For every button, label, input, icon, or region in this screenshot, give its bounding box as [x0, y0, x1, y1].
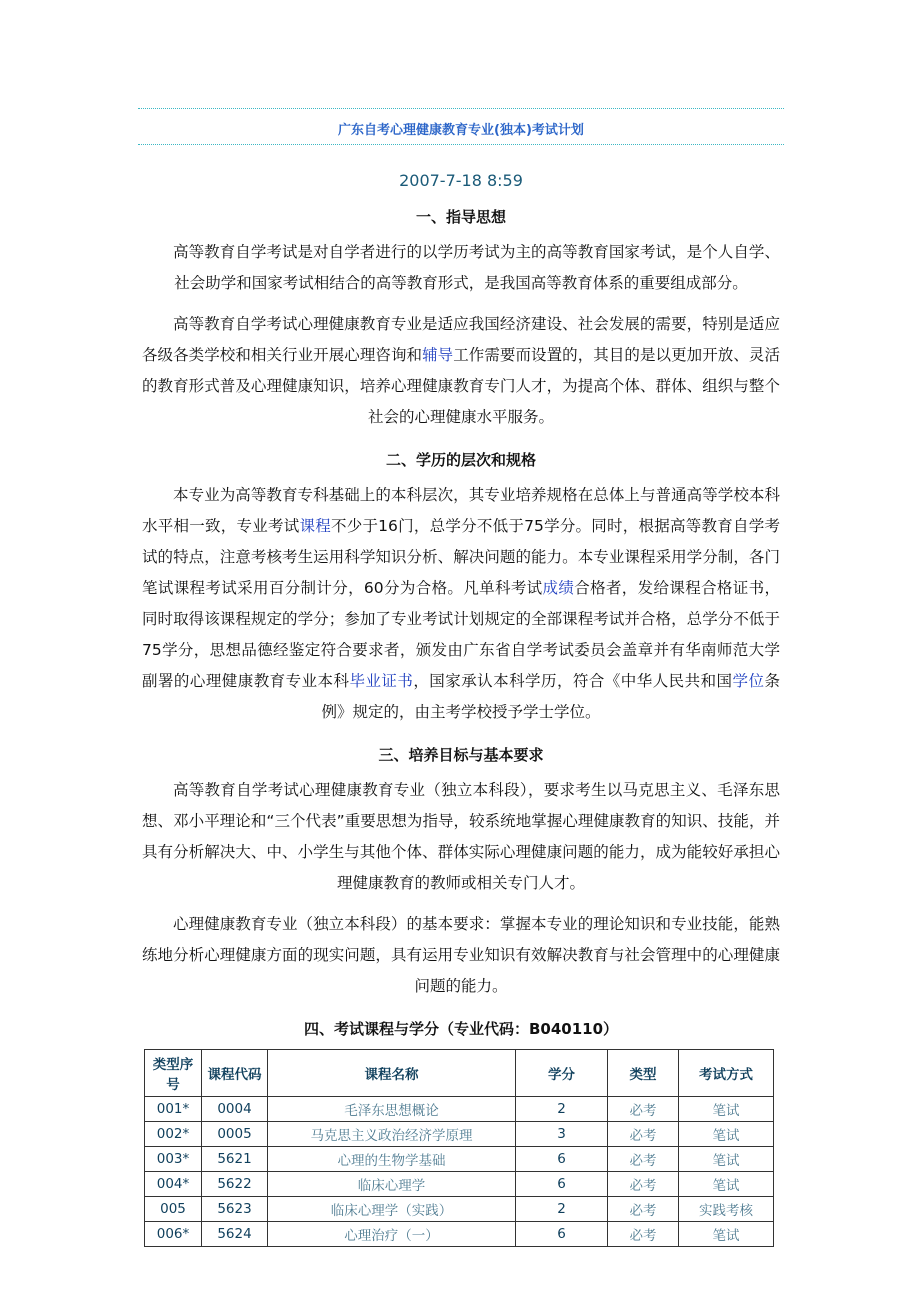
course-table [144, 1049, 774, 1247]
header-exam-method: 考试方式 [679, 1050, 774, 1097]
header-name: 课程名称 [268, 1050, 516, 1097]
cell-credits: 2 [516, 1197, 608, 1222]
publish-date: 2007-7-18 8:59 [399, 171, 523, 190]
cell-exam-method: 实践考核 [679, 1197, 774, 1222]
link-score[interactable]: 成绩 [542, 579, 575, 597]
table-row [145, 1122, 774, 1147]
paragraph: 心理健康教育专业（独立本科段）的基本要求：掌握本专业的理论知识和专业技能，能熟练地分析心理健康方面的现实问题，具有运用专业知识有效解决教育与社会管理中的心理健康问题的能力。 [142, 915, 780, 995]
cell-name: 马克思主义政治经济学原理 [268, 1122, 516, 1147]
link-degree[interactable]: 学位 [732, 672, 765, 690]
title-divider [138, 144, 784, 145]
cell-type: 必考 [608, 1097, 679, 1122]
article-title: 广东自考心理健康教育专业(独本)考试计划 [338, 123, 584, 138]
cell-name: 临床心理学 [268, 1172, 516, 1197]
cell-credits: 6 [516, 1147, 608, 1172]
paragraph: 高等教育自学考试是对自学者进行的以学历考试为主的高等教育国家考试，是个人自学、社会助学和国家考试相结合的高等教育形式，是我国高等教育体系的重要组成部分。 [173, 243, 780, 292]
cell-exam-method: 笔试 [679, 1147, 774, 1172]
cell-exam-method: 笔试 [679, 1222, 774, 1247]
table-row [145, 1197, 774, 1222]
cell-name: 心理的生物学基础 [268, 1147, 516, 1172]
cell-exam-method: 笔试 [679, 1122, 774, 1147]
link-diploma[interactable]: 毕业证书 [349, 672, 414, 690]
cell-code: 0004 [202, 1097, 268, 1122]
cell-type-no: 001* [145, 1097, 202, 1122]
header-type-no: 类型序号 [145, 1050, 202, 1097]
cell-code: 5621 [202, 1147, 268, 1172]
section-heading-goals: 三、培养目标与基本要求 [378, 746, 544, 764]
cell-type: 必考 [608, 1222, 679, 1247]
cell-type-no: 003* [145, 1147, 202, 1172]
cell-code: 5622 [202, 1172, 268, 1197]
section-heading-courses: 四、考试课程与学分（专业代码：B040110） [303, 1020, 619, 1038]
cell-type-no: 004* [145, 1172, 202, 1197]
cell-type: 必考 [608, 1197, 679, 1222]
paragraph: 高等教育自学考试心理健康教育专业是适应我国经济建设、社会发展的需要，特别是适应各级各类学校和相关行业开展心理咨询和辅导工作需要而设置的，其目的是以更加开放、灵活的教育形式普及心理健康知识，培养心理健康教育专门人才，为提高个体、群体、组织与整个社会的心理健康水平服务。 [142, 315, 780, 426]
cell-type-no: 002* [145, 1122, 202, 1147]
cell-code: 5623 [202, 1197, 268, 1222]
cell-code: 5624 [202, 1222, 268, 1247]
table-header-row [145, 1050, 774, 1097]
table-row [145, 1097, 774, 1122]
table-row [145, 1222, 774, 1247]
cell-credits: 2 [516, 1097, 608, 1122]
header-type: 类型 [608, 1050, 679, 1097]
section-heading-level: 二、学历的层次和规格 [385, 451, 536, 469]
cell-type: 必考 [608, 1122, 679, 1147]
section-heading-guiding-idea: 一、指导思想 [415, 208, 506, 226]
paragraph: 高等教育自学考试心理健康教育专业（独立本科段），要求考生以马克思主义、毛泽东思想、邓小平理论和“三个代表”重要思想为指导，较系统地掌握心理健康教育的知识、技能，并具有分析解决大、中、小学生与其他个体、群体实际心理健康问题的能力，成为能较好承担心理健康教育的教师或相关专门人才。 [142, 781, 780, 892]
cell-type-no: 005 [145, 1197, 202, 1222]
header-credits: 学分 [516, 1050, 608, 1097]
cell-exam-method: 笔试 [679, 1097, 774, 1122]
link-tutoring[interactable]: 辅导 [422, 346, 454, 364]
table-row [145, 1147, 774, 1172]
cell-name: 毛泽东思想概论 [268, 1097, 516, 1122]
cell-exam-method: 笔试 [679, 1172, 774, 1197]
cell-name: 临床心理学（实践） [268, 1197, 516, 1222]
cell-code: 0005 [202, 1122, 268, 1147]
table-row [145, 1172, 774, 1197]
link-course[interactable]: 课程 [299, 517, 331, 535]
cell-credits: 6 [516, 1222, 608, 1247]
cell-type: 必考 [608, 1147, 679, 1172]
paragraph: 本专业为高等教育专科基础上的本科层次，其专业培养规格在总体上与普通高等学校本科水平相一致，专业考试课程不少于16门，总学分不低于75学分。同时，根据高等教育自学考试的特点，注意考核考生运用科学知识分析、解决问题的能力。本专业课程采用学分制，各门笔试课程考试采用百分制计分，60分为合格。凡单科考试成绩合格者，发给课程合格证书，同时取得该课程规定的学分；参加了专业考试计划规定的全部课程考试并合格，总学分不低于75学分，思想品德经鉴定符合要求者，颁发由广东省自学考试委员会盖章并有华南师范大学副署的心理健康教育专业本科毕业证书，国家承认本科学历，符合《中华人民共和国学位条例》规定的，由主考学校授予学士学位。 [142, 486, 780, 721]
cell-credits: 3 [516, 1122, 608, 1147]
cell-credits: 6 [516, 1172, 608, 1197]
cell-type: 必考 [608, 1172, 679, 1197]
article [138, 108, 784, 1247]
cell-name: 心理治疗（一） [268, 1222, 516, 1247]
cell-type-no: 006* [145, 1222, 202, 1247]
header-code: 课程代码 [202, 1050, 268, 1097]
